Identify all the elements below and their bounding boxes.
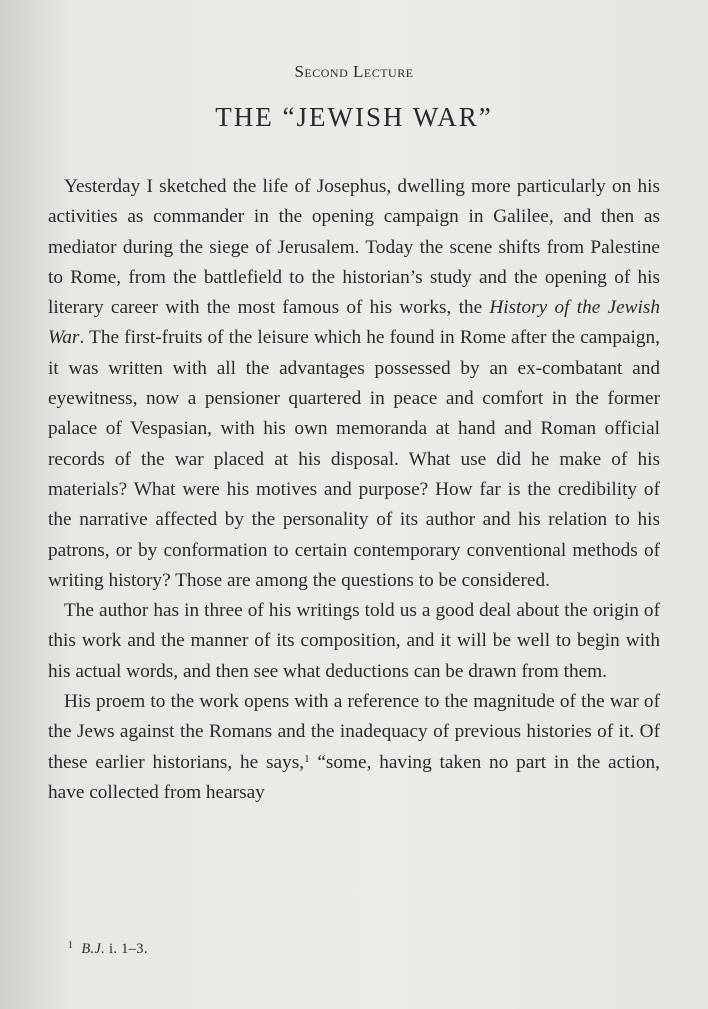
paragraph-1-text: Yesterday I sketched the life of Josephus, dwelling more particularly on his activities as commander in the opening campaign in Galilee, and then as mediator during the siege of Jerusalem. Today the scene shifts from Palestine to Rome, from the battlefield to the historian’s study and the opening of his literary career with the most famous of his works, the xyxy=(48,176,660,319)
footnote-location: i. 1–3. xyxy=(109,941,148,957)
paragraph-1 xyxy=(48,172,660,596)
lecture-kicker: Second Lecture xyxy=(294,62,414,81)
chapter-title: THE “JEWISH WAR” xyxy=(215,102,493,132)
paragraph-2: The author has in three of his writings told us a good deal about the origin of this work and the manner of its composition, and it will be well to begin with his actual words, and then see what deductions can be drawn from them. xyxy=(48,600,660,682)
paragraph-1-text-cont: . The first-fruits of the leisure which he found in Rome after the campaign, it was written with all the advantages possessed by an ex-combatant and eyewitness, now a pensioner quartered in peace and comfort in the former palace of Vespasian, with his own memoranda at hand and Roman official records of the war placed at his disposal. What use did he make of his materials? What were his motives and purpose? How far is the credibility of the narrative affected by the personality of its author and his relation to his patrons, or by conformation to certain contemporary conventional methods of writing history? Those are among the questions to be considered. xyxy=(48,327,660,591)
footnote-reference-mark: 1 xyxy=(304,752,310,765)
paragraph-3-text-cont: “some, having taken no part in the action, have collected from hearsay xyxy=(48,751,660,803)
footnote-mark: 1 xyxy=(68,940,74,951)
book-title: History of the Jewish War xyxy=(48,297,660,349)
paragraph-3 xyxy=(48,687,660,808)
footnote-ref: B.J. xyxy=(81,941,106,957)
footnote xyxy=(68,940,148,958)
body-text xyxy=(48,172,660,808)
paragraph-3-text: His proem to the work opens with a reference to the magnitude of the war of the Jews against the Romans and the inadequacy of previous histories of it. Of these earlier historians, he says, xyxy=(48,691,660,773)
